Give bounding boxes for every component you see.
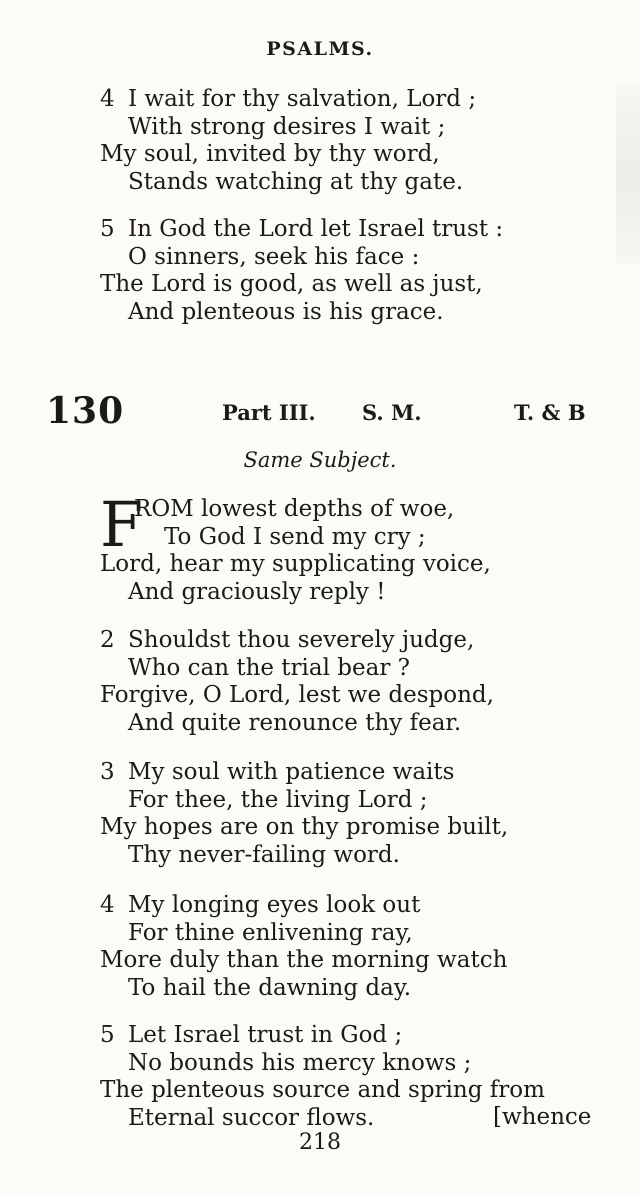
hymn-meter: S. M. (362, 400, 422, 425)
stanza-number: 4 (100, 892, 115, 918)
verse-line: For thee, the living Lord ; (128, 786, 428, 813)
page-number: 218 (299, 1130, 341, 1155)
verse-line: Shouldst thou severely judge, (128, 627, 475, 653)
verse-line: O sinners, seek his face : (128, 243, 420, 270)
running-title: PSALMS. (266, 38, 374, 60)
verse-line: With strong desires I wait ; (128, 113, 446, 140)
verse-line: Lord, hear my supplicating voice, (100, 551, 491, 577)
stanza-number: 2 (100, 627, 115, 653)
verse-line: ROM lowest depths of woe, (134, 496, 455, 522)
catchword: [whence (493, 1104, 592, 1130)
verse-line: My longing eyes look out (128, 892, 421, 918)
verse-line: My soul with patience waits (128, 759, 455, 785)
drop-cap: F (100, 488, 144, 561)
verse-line: To God I send my cry ; (164, 523, 426, 550)
verse-line: Who can the trial bear ? (128, 654, 410, 681)
verse-line: And graciously reply ! (128, 578, 386, 605)
stanza-number: 3 (100, 759, 115, 785)
verse-line: The plenteous source and spring from (100, 1077, 545, 1103)
verse-line: And plenteous is his grace. (128, 298, 444, 325)
hymn-stanza-1 (100, 488, 620, 606)
hymn-subtitle: Same Subject. (243, 448, 397, 472)
verse-line: Forgive, O Lord, lest we despond, (100, 682, 494, 708)
verse-line: To hail the dawning day. (128, 974, 412, 1001)
verse-line: For thine enlivening ray, (128, 919, 413, 946)
verse-line: The Lord is good, as well as just, (100, 271, 483, 297)
prev-stanza-4 (100, 86, 620, 196)
stanza-number: 4 (100, 86, 115, 112)
hymn-stanza-3 (100, 759, 620, 869)
hymn-part: Part III. (222, 400, 316, 425)
hymn-stanza-4 (100, 892, 620, 1002)
hymn-stanza-2 (100, 627, 620, 737)
verse-line: Thy never-failing word. (128, 841, 400, 868)
verse-line: No bounds his mercy knows ; (128, 1049, 472, 1076)
verse-line: And quite renounce thy fear. (128, 709, 462, 736)
verse-line: Stands watching at thy gate. (128, 168, 464, 195)
verse-line: Eternal succor flows. (128, 1104, 375, 1131)
verse-line: Let Israel trust in God ; (128, 1022, 403, 1048)
prev-stanza-5 (100, 216, 620, 326)
stanza-number: 5 (100, 1022, 115, 1048)
hymn-author: T. & B (514, 400, 586, 425)
verse-line: My hopes are on thy promise built, (100, 814, 509, 840)
verse-line: I wait for thy salvation, Lord ; (128, 86, 477, 112)
stanza-number: 5 (100, 216, 115, 242)
verse-line: In God the Lord let Israel trust : (128, 216, 504, 242)
hymn-number: 130 (46, 390, 125, 432)
verse-line: My soul, invited by thy word, (100, 141, 440, 167)
verse-line: More duly than the morning watch (100, 947, 508, 973)
